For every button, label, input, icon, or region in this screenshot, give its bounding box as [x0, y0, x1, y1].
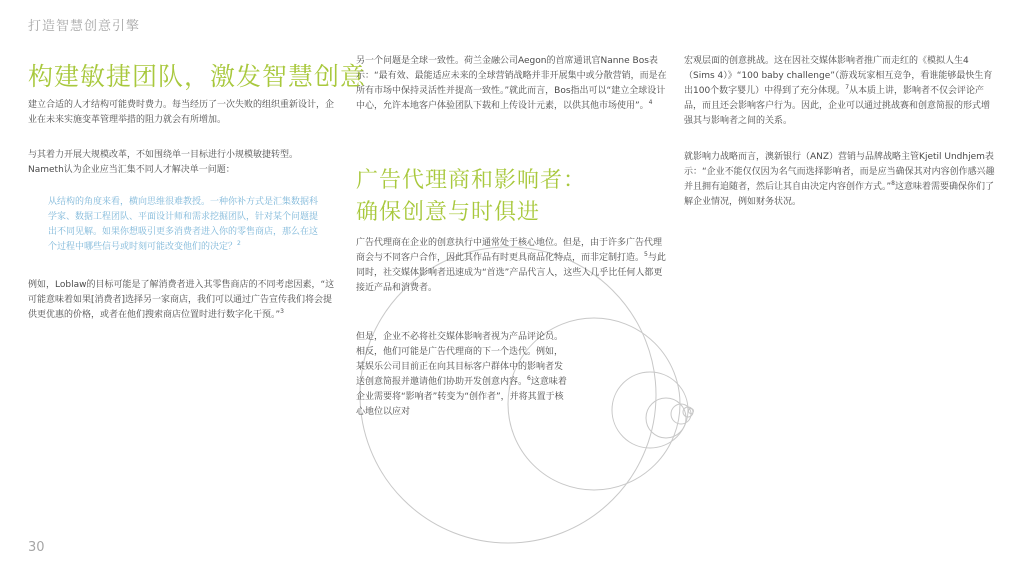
subsection-title: [356, 165, 586, 229]
footnote-ref: 5: [644, 251, 648, 258]
section-title: 构建敏捷团队，激发智慧创意: [28, 62, 367, 91]
col1-paragraph-2: 与其着力开展大规模改革，不如围绕单一目标进行小规模敏捷转型。Nameth认为企业应当汇集不同人才解决单一问题：: [28, 150, 299, 175]
footnote-ref: 4: [648, 99, 653, 106]
subsection-title-line2: 确保创意与时俱进: [356, 200, 541, 225]
col2-paragraph-3: 但是，企业不必将社交媒体影响者视为产品评论员。相反，他们可能是广告代理商的下一个迭代。例如，某娱乐公司目前正在向其目标客户群体中的影响者发送创意简报并邀请他们协助开发创意内容。$^6$这意味着企业需要将“影响者”转变为“创作者”，并将其置于核心地位以应对: [356, 332, 567, 417]
footnote-ref: 3: [280, 308, 284, 315]
col3-paragraph-2: 就影响力战略而言，澳新银行（ANZ）营销与品牌战略主管Kjetil Undhjem表示：“企业不能仅仅因为名气而选择影响者，而是应当确保其对内容创作感兴趣并且拥有追随者，然后让其自由决定内容创作方式。”$^8$这意味着需要确保你们了解企业情况，例如财务状况。: [684, 152, 995, 207]
col3-paragraph-1: 宏观层面的创意挑战。这在因社交媒体影响者推广而走红的《模拟人生4（Sims 4）》“100 baby challenge”（游戏玩家相互竞争，看谁能够最快生育出100个数字婴儿）中得到了充分体现。$^7$从本质上讲，影响者不仅会评论产品，而且还会影响客户行为。因此，企业可以通过挑战赛和创意简报的形式增强其与影响者之间的关系。: [684, 56, 993, 126]
col1-quote: 从结构的角度来看，横向思维很难教授。一种你补方式是汇集数据科学家、数据工程团队、平面设计师和需求挖掘团队，针对某个问题提出不同见解。如果你想吸引更多消费者进入你的零售商店，那么在这个过程中哪些信号或时刻可能改变他们的决定？$^2$: [48, 197, 319, 252]
subsection-title-line1: 广告代理商和影响者：: [356, 168, 587, 193]
footnote-ref: 7: [845, 84, 850, 91]
page-header-title: 打造智慧创意引擎: [28, 19, 141, 34]
footnote-ref: 6: [527, 375, 531, 382]
footnote-ref: 2: [237, 240, 241, 247]
footnote-ref: 8: [891, 180, 895, 187]
col2-paragraph-1: 另一个问题是全球一致性。荷兰金融公司Aegon的首席通讯官Nanne Bos表示：“最有效、最能适应未来的全球营销战略并非开展集中或分散营销，而是在所有市场中保持灵活性并提高一致性。”就此而言，Bos指出可以“建立全球设计中心，允许本地客户体验团队下载和上传设计元素，以供其他市场使用”。$^4$: [356, 56, 667, 111]
col1-paragraph-1: 建立合适的人才结构可能费时费力。每当经历了一次失败的组织重新设计，企业在未来实施变革管理举措的阻力就会有所增加。: [28, 100, 335, 125]
col1-paragraph-3: 例如，Loblaw的目标可能是了解消费者进入其零售商店的不同考虑因素，“这可能意味着如果[消费者]选择另一家商店，我们可以通过广告宣传我们将会提供更优惠的价格，或者在他们搜索商店位置时进行数字化干预。”$^3$: [28, 280, 335, 320]
page-number: 30: [28, 540, 45, 555]
col2-paragraph-2: 广告代理商在企业的创意执行中通常处于核心地位。但是，由于许多广告代理商会与不同客户合作，因此其作品有时更具商品化特点，而非定制打造。$^5$与此同时，社交媒体影响者迅速成为“首选”产品代言人，这些人几乎比任何人都更接近产品和消费者。: [356, 238, 666, 293]
